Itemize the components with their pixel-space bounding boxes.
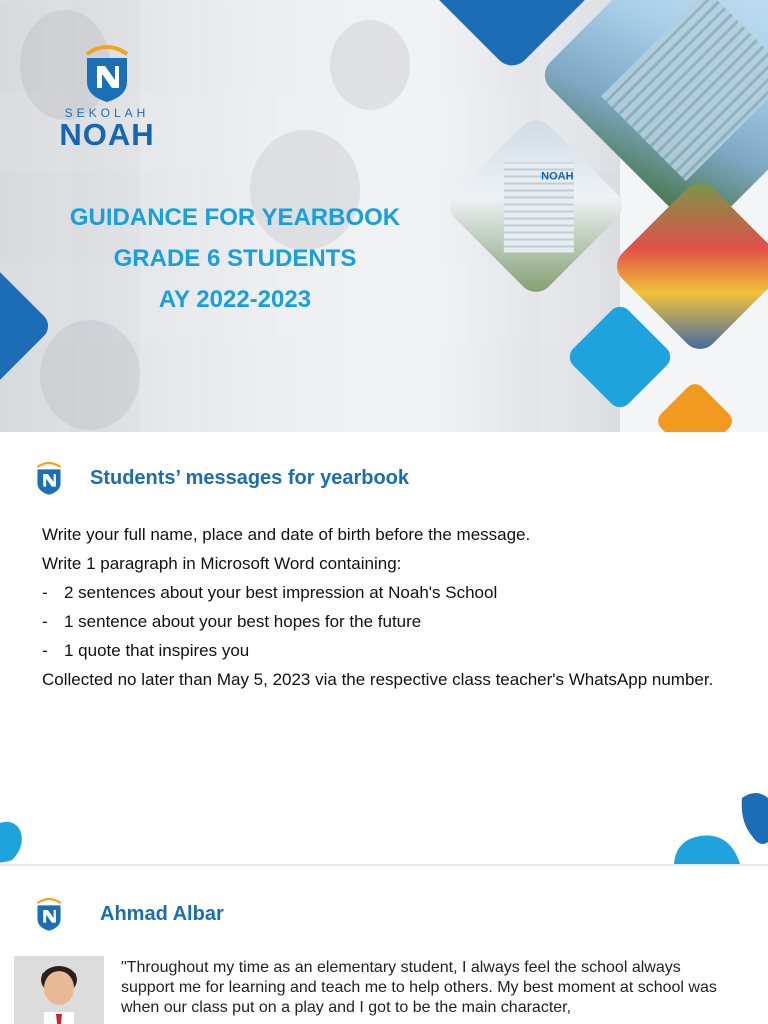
bullet-text: 1 quote that inspires you bbox=[64, 641, 250, 660]
right-blue-blob bbox=[670, 792, 768, 864]
title-line-1: GUIDANCE FOR YEARBOOK bbox=[69, 204, 401, 231]
bullet-item bbox=[42, 611, 742, 632]
building-sign: NOAH bbox=[541, 170, 574, 183]
student-photo bbox=[14, 956, 104, 1024]
student-message-slide bbox=[0, 866, 768, 1024]
logo-subtitle: SEKOLAH bbox=[64, 106, 150, 120]
title-line-2: GRADE 6 STUDENTS bbox=[113, 245, 357, 272]
student-quote: "Throughout my time as an elementary student, I always feel the school always support me for learning and teach me to help others. My best moment at school was when our class put on a play and I got to be the main character, bbox=[121, 959, 717, 1016]
bullet-dash: - bbox=[42, 641, 48, 660]
slide-header bbox=[34, 458, 409, 498]
bullet-item bbox=[42, 582, 742, 603]
instruction-line-1: Write your full name, place and date of birth before the message. bbox=[42, 525, 531, 544]
noah-shield-icon bbox=[34, 896, 64, 932]
student-header bbox=[34, 894, 224, 934]
cover-title bbox=[40, 197, 430, 320]
student-name: Ahmad Albar bbox=[100, 902, 224, 925]
orange-diamond bbox=[654, 380, 736, 432]
school-logo bbox=[52, 42, 162, 150]
collage-photo bbox=[40, 320, 140, 430]
bullet-text: 1 sentence about your best hopes for the future bbox=[64, 612, 422, 631]
bullet-dash: - bbox=[42, 612, 48, 631]
bullet-item bbox=[42, 640, 742, 661]
bullet-text: 2 sentences about your best impression at Noah's School bbox=[64, 583, 498, 602]
instructions-slide bbox=[0, 432, 768, 864]
collage-photo bbox=[330, 20, 410, 110]
instructions-body bbox=[42, 524, 742, 698]
instruction-line-2: Write 1 paragraph in Microsoft Word containing: bbox=[42, 554, 402, 573]
closing-note: Collected no later than May 5, 2023 via the respective class teacher's WhatsApp number. bbox=[42, 670, 714, 689]
logo-title: NOAH bbox=[59, 117, 155, 152]
student-portrait-icon bbox=[14, 956, 104, 1024]
left-blue-blob bbox=[0, 816, 32, 864]
slide-heading: Students’ messages for yearbook bbox=[90, 466, 410, 489]
noah-shield-icon bbox=[34, 460, 64, 496]
title-line-3: AY 2022-2023 bbox=[158, 286, 312, 313]
bullet-dash: - bbox=[42, 583, 48, 602]
noah-shield-icon bbox=[81, 42, 133, 104]
cover-slide bbox=[0, 0, 768, 432]
